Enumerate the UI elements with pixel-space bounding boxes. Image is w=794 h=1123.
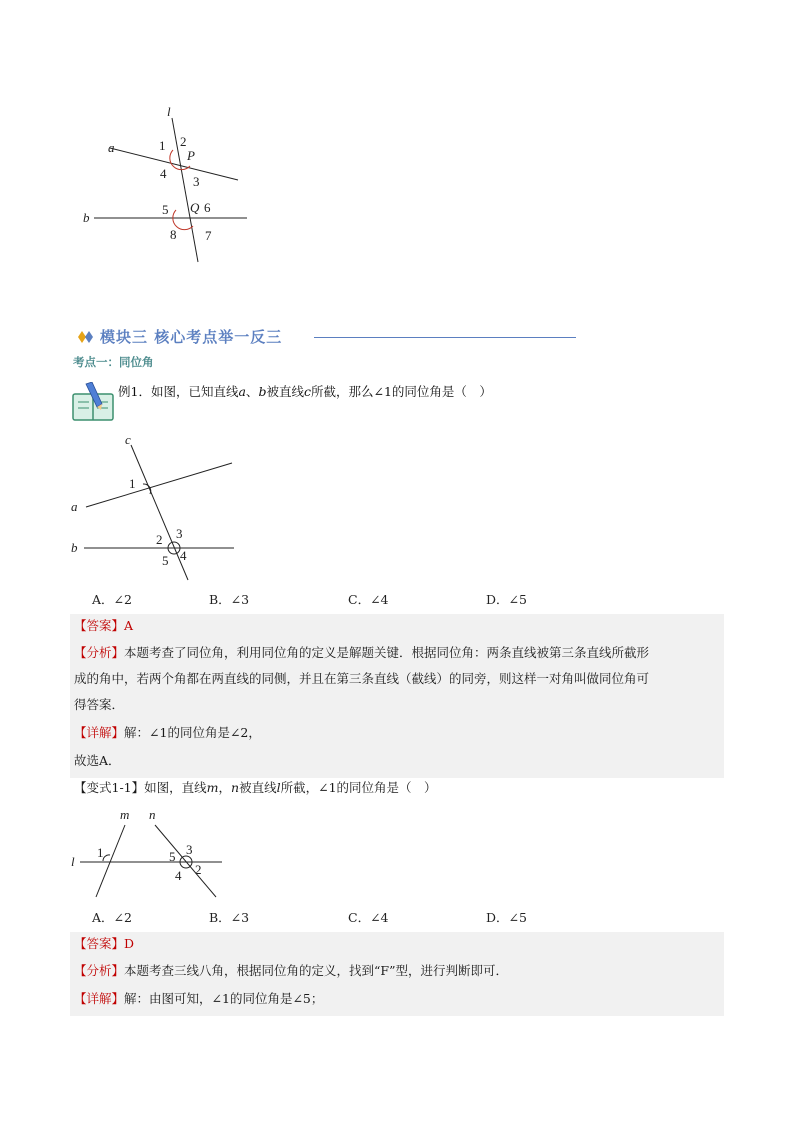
variant-tag: 【变式1-1】 [74,780,145,795]
example1-detail-line2: 故选A． [74,753,121,768]
variant1-detail: 【详解】解：由图可知，∠1的同位角是∠5； [74,991,324,1006]
answer-value: A [124,618,134,633]
label-line-a: a [108,140,115,155]
angle-label-4: 4 [175,868,182,883]
label-line-c: c [125,432,131,447]
label-line-b: b [83,210,90,225]
angle-label-1: 1 [159,138,166,153]
label-line-l: l [71,854,75,869]
option-b: B．∠3 [209,592,250,607]
line-n [155,825,216,897]
diamond-bullet-icon [78,330,94,344]
variant1-question: 【变式1-1】如图，直线m，n被直线l所截，∠1的同位角是（ ） [74,780,437,795]
example1-analysis-line2: 成的角中，若两个角都在两直线的同侧，并且在第三条直线（截线）的同旁，则这样一对角叫做同位角可 [74,671,650,686]
book-pencil-icon [72,382,116,422]
angle-label-3: 3 [186,842,193,857]
figure-variant1 [66,805,236,905]
angle-label-1: 1 [129,476,136,491]
angle-label-3: 3 [176,526,183,541]
example1-analysis: 【分析】本题考查了同位角，利用同位角的定义是解题关键．根据同位角：两条直线被第三条直线所截形 [74,645,650,660]
variant1-options [0,908,794,928]
line-a [110,148,238,180]
angle-label-8: 8 [170,227,177,242]
section-kaodian-title: 考点一：同位角 [73,355,154,369]
option-d: D．∠5 [486,592,527,607]
option-a: A．∠2 [92,910,132,925]
angle-label-2: 2 [156,532,163,547]
variant1-answer [74,931,134,957]
var-m: m [206,780,219,795]
label-line-l: l [167,104,171,119]
example1-solution-panel [70,614,724,778]
module-divider [314,337,576,338]
var-b: b [258,384,267,399]
angle-label-6: 6 [204,200,211,215]
example1-analysis-line3: 得答案． [74,697,125,712]
line-m [96,825,125,897]
var-l: l [276,780,281,795]
var-n: n [231,780,240,795]
example1-answer [74,613,133,639]
label-point-q: Q [190,200,200,215]
answer-tag: 【答案】 [74,936,125,951]
label-line-b: b [71,540,78,555]
angle-label-7: 7 [205,228,212,243]
module-heading [78,326,578,348]
figure-example1 [66,430,246,585]
angle-label-4: 4 [160,166,167,181]
angle-label-4: 4 [180,548,187,563]
module-title: 模块三 核心考点举一反三 [100,328,283,346]
var-a: a [238,384,246,399]
angle-label-2: 2 [195,862,202,877]
angle-label-5: 5 [162,553,169,568]
label-point-p: P [187,148,195,163]
option-c: C．∠4 [348,592,389,607]
angle-label-3: 3 [193,174,200,189]
angle-label-1: 1 [97,845,104,860]
var-c: c [303,384,311,399]
angle-label-5: 5 [169,849,176,864]
detail-tag: 【详解】 [74,991,125,1006]
analysis-tag: 【分析】 [74,963,125,978]
figure-transversal-top [80,100,260,270]
label-line-a: a [71,499,78,514]
line-a [86,463,232,507]
label-line-m: m [120,807,130,822]
detail-tag: 【详解】 [74,725,125,740]
answer-tag: 【答案】 [74,618,125,633]
option-c: C．∠4 [348,910,389,925]
option-b: B．∠3 [209,910,250,925]
option-a: A．∠2 [92,592,132,607]
example1-detail: 【详解】解：∠1的同位角是∠2， [74,725,261,740]
example1-question: 例1．如图，已知直线a、b被直线c所截，那么∠1的同位角是（ ） [118,384,492,399]
angle-arc-1 [103,855,110,861]
label-line-n: n [149,807,156,822]
example1-options [0,590,794,610]
variant1-analysis: 【分析】本题考查三线八角，根据同位角的定义，找到“F”型，进行判断即可． [74,963,508,978]
option-d: D．∠5 [486,910,527,925]
angle-label-5: 5 [162,202,169,217]
analysis-tag: 【分析】 [74,645,125,660]
angle-label-2: 2 [180,134,187,149]
answer-value: D [124,936,135,951]
